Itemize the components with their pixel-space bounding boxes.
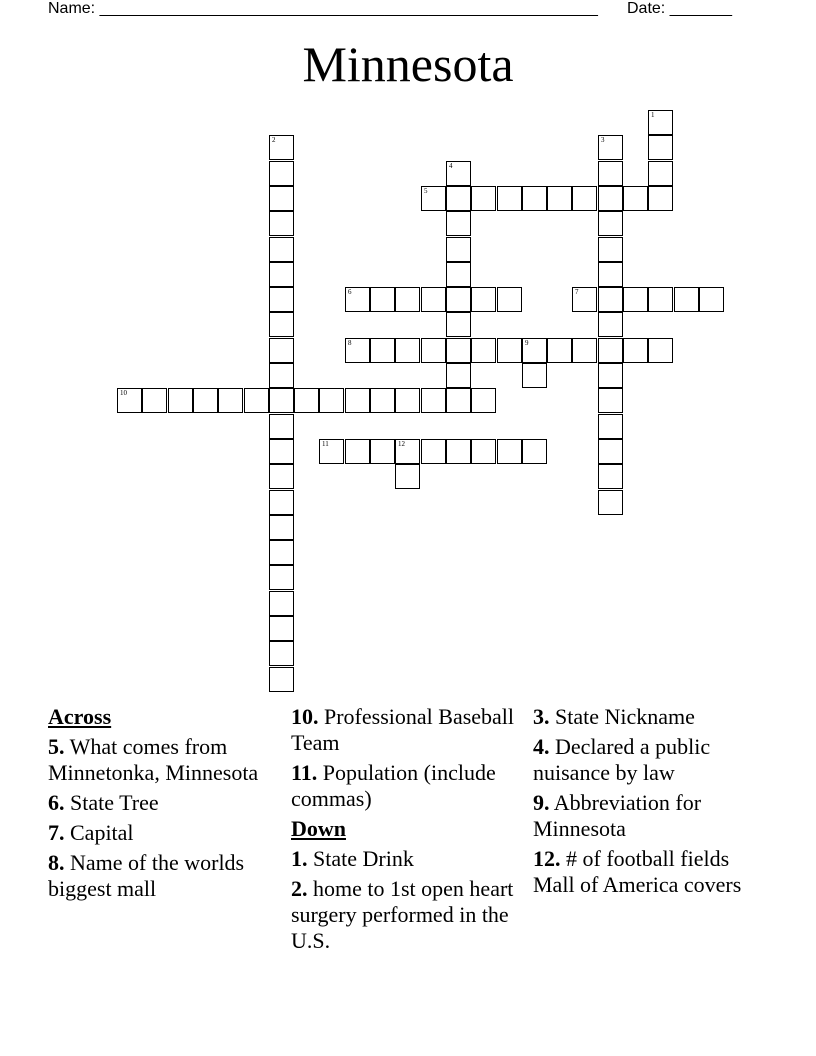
cell-number: 1 <box>651 111 655 119</box>
grid-cell[interactable] <box>269 591 294 616</box>
grid-cell[interactable] <box>269 211 294 236</box>
grid-cell[interactable] <box>269 565 294 590</box>
grid-cell[interactable] <box>269 616 294 641</box>
grid-cell[interactable] <box>117 388 142 413</box>
grid-cell[interactable] <box>218 388 243 413</box>
grid-cell[interactable] <box>598 211 623 236</box>
grid-cell[interactable] <box>598 464 623 489</box>
clue-across-7 <box>48 820 280 846</box>
grid-cell[interactable] <box>598 262 623 287</box>
date-field-label: Date: _______ <box>627 0 732 17</box>
grid-cell[interactable] <box>446 211 471 236</box>
clue-text: State Drink <box>307 846 414 871</box>
grid-cell[interactable] <box>370 439 395 464</box>
grid-cell[interactable] <box>623 186 648 211</box>
grid-cell[interactable] <box>269 161 294 186</box>
grid-cell[interactable] <box>395 388 420 413</box>
grid-cell[interactable] <box>598 388 623 413</box>
cell-number: 2 <box>272 136 276 144</box>
grid-cell[interactable] <box>446 338 471 363</box>
page-title: Minnesota <box>302 36 514 92</box>
grid-cell[interactable] <box>294 388 319 413</box>
grid-cell[interactable] <box>370 338 395 363</box>
grid-cell[interactable] <box>269 388 294 413</box>
clue-text: Professional Baseball Team <box>291 704 515 755</box>
clue-number: 4. <box>533 734 550 759</box>
grid-cell[interactable] <box>446 262 471 287</box>
grid-cell[interactable] <box>598 338 623 363</box>
grid-cell[interactable] <box>623 338 648 363</box>
grid-cell[interactable] <box>395 338 420 363</box>
grid-cell[interactable] <box>598 414 623 439</box>
grid-cell[interactable] <box>446 312 471 337</box>
clue-number: 9. <box>533 790 550 815</box>
cell-number: 11 <box>322 440 329 448</box>
grid-cell[interactable] <box>345 287 370 312</box>
cell-number: 8 <box>348 339 352 347</box>
grid-cell[interactable] <box>648 338 673 363</box>
grid-cell[interactable] <box>142 388 167 413</box>
grid-cell[interactable] <box>522 338 547 363</box>
cell-number: 6 <box>348 288 352 296</box>
across-heading: Across <box>48 704 112 729</box>
grid-cell[interactable] <box>547 338 572 363</box>
grid-cell[interactable] <box>648 287 673 312</box>
clue-down-3 <box>533 704 763 730</box>
clues-column-2 <box>291 704 526 958</box>
grid-cell[interactable] <box>269 667 294 692</box>
clue-across-6 <box>48 790 280 816</box>
grid-cell[interactable] <box>345 388 370 413</box>
grid-cell[interactable] <box>269 464 294 489</box>
clue-across-11 <box>291 760 526 812</box>
grid-cell[interactable] <box>269 186 294 211</box>
clue-text: Name of the worlds biggest mall <box>48 850 245 901</box>
grid-cell[interactable] <box>572 338 597 363</box>
grid-cell[interactable] <box>572 186 597 211</box>
clue-number: 10. <box>291 704 319 729</box>
clue-number: 3. <box>533 704 550 729</box>
cell-number: 10 <box>120 389 127 397</box>
clue-down-4 <box>533 734 763 786</box>
grid-cell[interactable] <box>699 287 724 312</box>
grid-cell[interactable] <box>269 641 294 666</box>
grid-cell[interactable] <box>598 186 623 211</box>
grid-cell[interactable] <box>319 388 344 413</box>
grid-cell[interactable] <box>471 287 496 312</box>
grid-cell[interactable] <box>547 186 572 211</box>
clue-text: State Nickname <box>549 704 695 729</box>
grid-cell[interactable] <box>269 262 294 287</box>
clue-number: 5. <box>48 734 65 759</box>
clue-text: Declared a public nuisance by law <box>533 734 711 785</box>
grid-cell[interactable] <box>522 439 547 464</box>
grid-cell[interactable] <box>572 287 597 312</box>
grid-cell[interactable] <box>193 388 218 413</box>
grid-cell[interactable] <box>471 388 496 413</box>
clue-number: 1. <box>291 846 308 871</box>
cell-number: 5 <box>424 187 428 195</box>
grid-cell[interactable] <box>421 338 446 363</box>
grid-cell[interactable] <box>269 414 294 439</box>
grid-cell[interactable] <box>446 439 471 464</box>
down-heading: Down <box>291 816 347 841</box>
cell-number: 7 <box>575 288 579 296</box>
grid-cell[interactable] <box>421 186 446 211</box>
clue-across-8 <box>48 850 280 902</box>
clue-number: 7. <box>48 820 65 845</box>
grid-cell[interactable] <box>471 338 496 363</box>
grid-cell[interactable] <box>345 338 370 363</box>
grid-cell[interactable] <box>648 135 673 160</box>
clue-text: # of football fields Mall of America covers <box>533 846 742 897</box>
clue-number: 6. <box>48 790 65 815</box>
grid-cell[interactable] <box>598 237 623 262</box>
grid-cell[interactable] <box>446 161 471 186</box>
clue-number: 12. <box>533 846 561 871</box>
grid-cell[interactable] <box>269 439 294 464</box>
grid-cell[interactable] <box>446 363 471 388</box>
grid-cell[interactable] <box>598 135 623 160</box>
grid-cell[interactable] <box>269 515 294 540</box>
clue-across-5 <box>48 734 280 786</box>
clues-column-1 <box>48 704 280 906</box>
grid-cell[interactable] <box>319 439 344 464</box>
clue-text: State Tree <box>64 790 159 815</box>
clue-text: Capital <box>64 820 134 845</box>
clue-text: Abbreviation for Minnesota <box>533 790 702 841</box>
grid-cell[interactable] <box>168 388 193 413</box>
grid-cell[interactable] <box>421 287 446 312</box>
grid-cell[interactable] <box>244 388 269 413</box>
grid-cell[interactable] <box>598 161 623 186</box>
grid-cell[interactable] <box>648 110 673 135</box>
clue-down-12 <box>533 846 763 898</box>
grid-cell[interactable] <box>648 161 673 186</box>
name-field-label: Name: ________________________________________________________ <box>48 0 598 17</box>
clues-column-3 <box>533 704 763 902</box>
grid-cell[interactable] <box>522 363 547 388</box>
clue-text: home to 1st open heart surgery performed in the U.S. <box>291 876 514 953</box>
clue-number: 11. <box>291 760 318 785</box>
grid-cell[interactable] <box>446 186 471 211</box>
clue-down-1 <box>291 846 526 872</box>
cell-number: 3 <box>601 136 605 144</box>
clue-number: 8. <box>48 850 65 875</box>
grid-cell[interactable] <box>522 186 547 211</box>
cell-number: 4 <box>449 162 453 170</box>
grid-cell[interactable] <box>269 490 294 515</box>
grid-cell[interactable] <box>421 388 446 413</box>
grid-cell[interactable] <box>269 363 294 388</box>
grid-cell[interactable] <box>446 237 471 262</box>
grid-cell[interactable] <box>497 439 522 464</box>
grid-cell[interactable] <box>598 363 623 388</box>
grid-cell[interactable] <box>598 490 623 515</box>
grid-cell[interactable] <box>370 287 395 312</box>
clue-text: What comes from Minnetonka, Minnesota <box>48 734 259 785</box>
grid-cell[interactable] <box>497 186 522 211</box>
grid-cell[interactable] <box>421 439 446 464</box>
grid-cell[interactable] <box>395 464 420 489</box>
cell-number: 9 <box>525 339 529 347</box>
grid-cell[interactable] <box>497 287 522 312</box>
grid-cell[interactable] <box>345 439 370 464</box>
clue-down-9 <box>533 790 763 842</box>
grid-cell[interactable] <box>598 439 623 464</box>
grid-cell[interactable] <box>395 287 420 312</box>
clue-down-2 <box>291 876 526 954</box>
grid-cell[interactable] <box>269 287 294 312</box>
grid-cell[interactable] <box>269 312 294 337</box>
grid-cell[interactable] <box>497 338 522 363</box>
grid-cell[interactable] <box>471 186 496 211</box>
grid-cell[interactable] <box>446 388 471 413</box>
grid-cell[interactable] <box>395 439 420 464</box>
clue-text: Population (include commas) <box>291 760 496 811</box>
cell-number: 12 <box>398 440 405 448</box>
clue-across-10 <box>291 704 526 756</box>
grid-cell[interactable] <box>674 287 699 312</box>
grid-cell[interactable] <box>446 287 471 312</box>
grid-cell[interactable] <box>370 388 395 413</box>
grid-cell[interactable] <box>623 287 648 312</box>
grid-cell[interactable] <box>269 135 294 160</box>
grid-cell[interactable] <box>598 312 623 337</box>
grid-cell[interactable] <box>648 186 673 211</box>
grid-cell[interactable] <box>269 237 294 262</box>
grid-cell[interactable] <box>598 287 623 312</box>
clue-number: 2. <box>291 876 308 901</box>
grid-cell[interactable] <box>269 540 294 565</box>
grid-cell[interactable] <box>269 338 294 363</box>
grid-cell[interactable] <box>471 439 496 464</box>
